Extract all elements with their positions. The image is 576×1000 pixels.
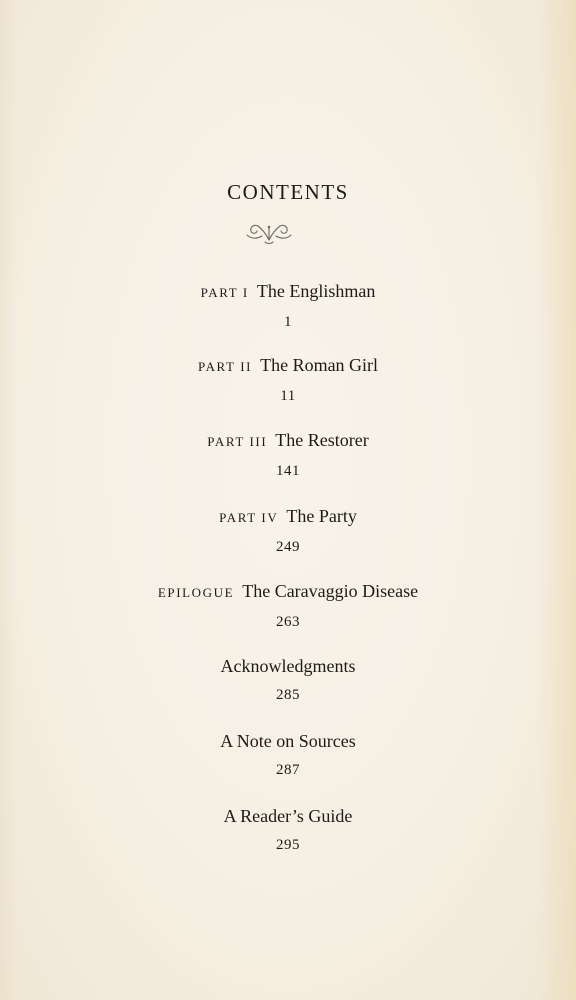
toc-page-number: 249: [276, 539, 300, 555]
toc-part-label: EPILOGUE: [157, 585, 235, 600]
toc-page-number: 285: [276, 687, 300, 703]
toc-entry-part-3[interactable]: [0, 429, 576, 481]
toc-entry-readers-guide[interactable]: [0, 805, 576, 855]
toc-entry-part-4[interactable]: [0, 505, 576, 557]
toc-title: Acknowledgments: [220, 656, 356, 676]
toc-page-number: 11: [280, 388, 296, 404]
toc-part-label: PART I: [200, 285, 249, 300]
toc-part-label: PART IV: [219, 510, 279, 525]
toc-title: A Reader’s Guide: [223, 806, 353, 826]
toc-page-number: 141: [276, 463, 300, 479]
toc-entry-epilogue[interactable]: [0, 580, 576, 632]
toc-part-label: PART II: [197, 359, 253, 374]
fleuron-ornament-icon: [246, 220, 292, 246]
toc-page-number: 287: [276, 762, 300, 778]
toc-title: The Caravaggio Disease: [242, 581, 419, 601]
toc-title: The Party: [286, 506, 357, 526]
toc-entry-part-1[interactable]: [0, 280, 576, 332]
toc-title: The Restorer: [275, 430, 369, 450]
toc-part-label: PART III: [207, 434, 268, 449]
contents-heading: CONTENTS: [227, 180, 349, 205]
toc-entry-acknowledgments[interactable]: [0, 655, 576, 705]
toc-entry-note-on-sources[interactable]: [0, 730, 576, 780]
toc-page-number: 263: [276, 614, 300, 630]
toc-entry-part-2[interactable]: [0, 354, 576, 406]
toc-page-number: 295: [276, 837, 300, 853]
toc-title: A Note on Sources: [220, 731, 356, 751]
toc-title: The Englishman: [256, 281, 376, 301]
toc-page-number: 1: [284, 314, 292, 330]
toc-title: The Roman Girl: [260, 355, 379, 375]
